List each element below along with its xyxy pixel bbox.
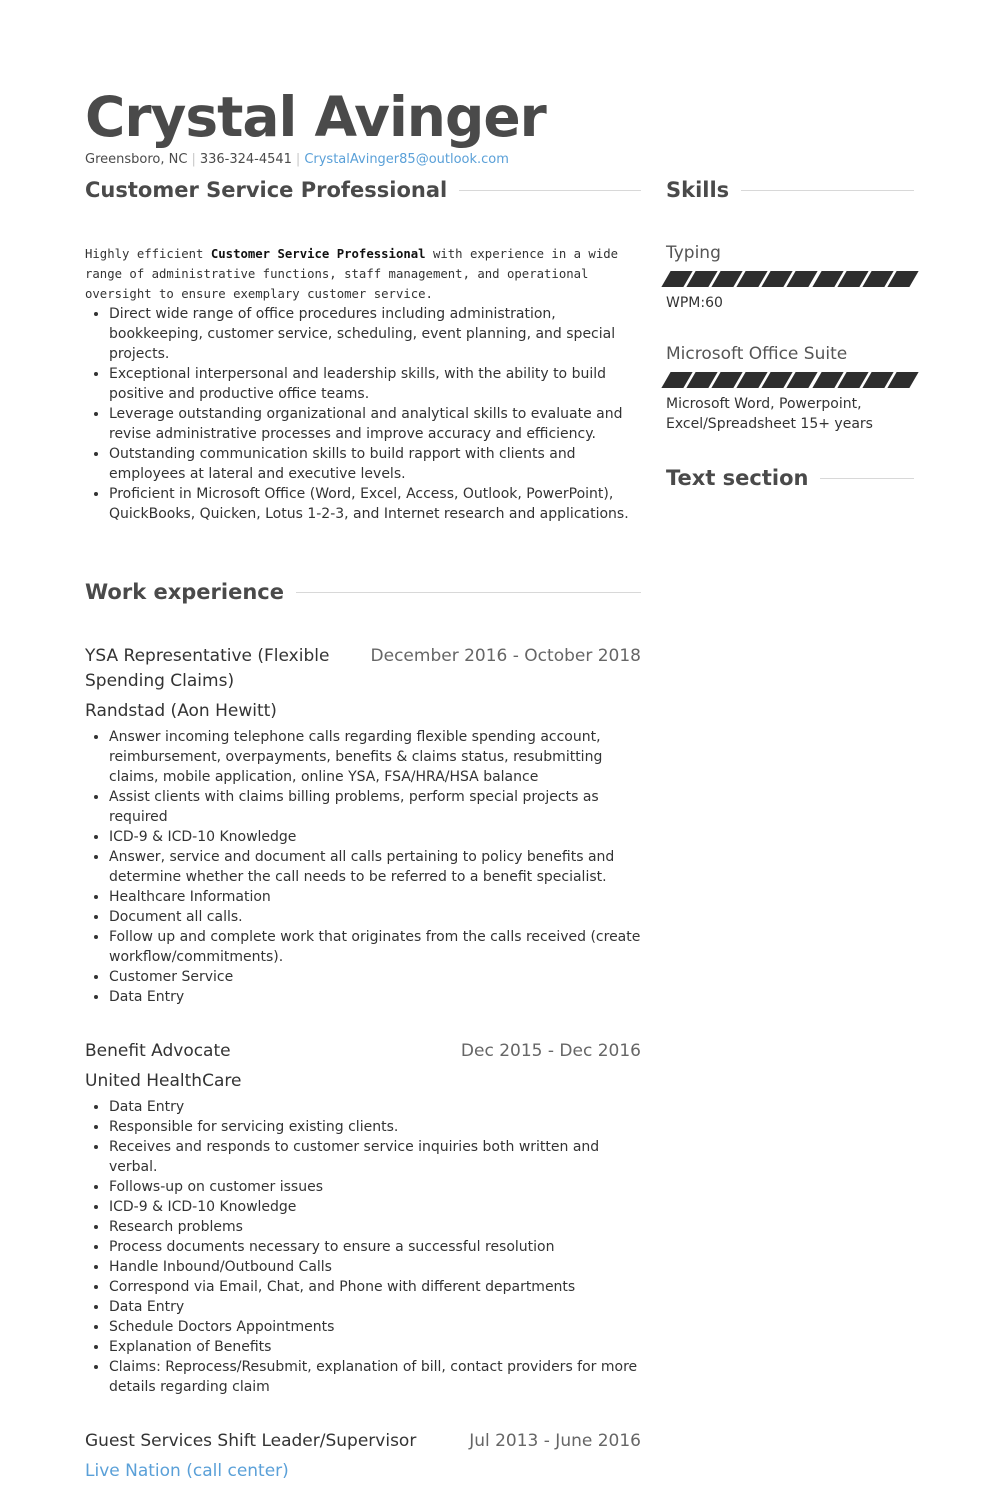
skills-title: Skills <box>666 178 730 202</box>
list-item: • Leverage outstanding organizational and analytical skills to evaluate and revise administrative processes and improve accuracy and efficiency. <box>109 404 641 444</box>
text-section-title: Text section <box>666 466 809 490</box>
summary-title: Customer Service Professional <box>85 178 448 202</box>
list-item: • Direct wide range of office procedures including administration, bookkeeping, customer service, scheduling, event planning, and special projects. <box>109 304 641 364</box>
list-item: • Data Entry <box>109 1297 641 1317</box>
job-header <box>85 1039 641 1064</box>
job-entry <box>85 1429 641 1484</box>
summary-intro-rest: with experience in a wide range of administrative functions, staff management, and operational oversight to ensure exemplary customer service. <box>85 247 619 301</box>
text-section-header <box>666 464 914 492</box>
list-item: • ICD-9 & ICD-10 Knowledge <box>109 1197 641 1217</box>
list-item: • Schedule Doctors Appointments <box>109 1317 641 1337</box>
section-rule <box>459 190 641 191</box>
job-entry <box>85 644 641 1007</box>
list-item: • Proficient in Microsoft Office (Word, Excel, Access, Outlook, PowerPoint), QuickBooks, Quicken, Lotus 1-2-3, and Internet research and applications. <box>109 484 641 524</box>
summary-highlight: Customer Service Professional <box>210 247 426 261</box>
list-item: • Exceptional interpersonal and leadership skills, with the ability to build positive and productive office teams. <box>109 364 641 404</box>
phone: 336-324-4541 <box>199 152 292 167</box>
sidebar-column <box>666 176 914 492</box>
job-title: Benefit Advocate <box>85 1041 231 1061</box>
list-item: • Follow up and complete work that originates from the calls received (create workflow/commitments). <box>109 927 641 967</box>
summary-intro: Highly efficient <box>85 247 211 261</box>
job-bullets <box>85 1097 641 1397</box>
list-item: • Healthcare Information <box>109 887 641 907</box>
job-company: United HealthCare <box>85 1071 242 1091</box>
list-item: • Research problems <box>109 1217 641 1237</box>
list-item: • Document all calls. <box>109 907 641 927</box>
skill-level-bar <box>666 271 914 287</box>
list-item: • Responsible for servicing existing clients. <box>109 1117 641 1137</box>
job-bullets <box>85 727 641 1007</box>
job-header <box>85 1429 641 1454</box>
job-company-link[interactable]: Live Nation (call center) <box>85 1461 289 1481</box>
list-item: • Explanation of Benefits <box>109 1337 641 1357</box>
list-item: • Answer, service and document all calls pertaining to policy benefits and determine whether the call needs to be referred to a benefit specialist. <box>109 847 641 887</box>
section-rule <box>820 478 914 479</box>
list-item: • Answer incoming telephone calls regarding flexible spending account, reimbursement, overpayments, benefits & claims status, resubmitting claims, mobile application, online YSA, FSA/HRA/HSA balance <box>109 727 641 787</box>
list-item: • Process documents necessary to ensure a successful resolution <box>109 1237 641 1257</box>
skills-section-header <box>666 176 914 204</box>
job-title: YSA Representative (Flexible Spending Claims) <box>85 646 330 691</box>
main-column <box>85 176 641 1487</box>
list-item: • ICD-9 & ICD-10 Knowledge <box>109 827 641 847</box>
job-dates: Dec 2015 - Dec 2016 <box>460 1041 641 1061</box>
list-item: • Data Entry <box>109 1097 641 1117</box>
work-title: Work experience <box>85 580 284 604</box>
list-item: • Data Entry <box>109 987 641 1007</box>
list-item: • Handle Inbound/Outbound Calls <box>109 1257 641 1277</box>
summary-section-header <box>85 176 641 204</box>
skill-description: WPM:60 <box>666 295 723 311</box>
location: Greensboro, NC <box>85 152 188 167</box>
list-item: • Receives and responds to customer service inquiries both written and verbal. <box>109 1137 641 1177</box>
list-item: • Outstanding communication skills to build rapport with clients and employees at lateral and executive levels. <box>109 444 641 484</box>
candidate-name: Crystal Avinger <box>85 85 546 149</box>
section-rule <box>741 190 914 191</box>
summary-bullets <box>85 304 641 524</box>
list-item: • Customer Service <box>109 967 641 987</box>
skill-name: Microsoft Office Suite <box>666 344 848 364</box>
list-item: • Assist clients with claims billing problems, perform special projects as required <box>109 787 641 827</box>
divider: | <box>295 152 301 167</box>
divider: | <box>191 152 196 167</box>
section-rule <box>296 592 641 593</box>
list-item: • Follows-up on customer issues <box>109 1177 641 1197</box>
contact-line <box>85 152 509 167</box>
summary-text <box>85 244 641 304</box>
list-item: • Correspond via Email, Chat, and Phone with different departments <box>109 1277 641 1297</box>
skill-entry <box>666 343 914 434</box>
skill-name: Typing <box>666 243 721 263</box>
work-section-header <box>85 578 641 606</box>
job-dates: December 2016 - October 2018 <box>370 646 641 666</box>
skill-description: Microsoft Word, Powerpoint, Excel/Spreadsheet 15+ years <box>666 396 873 432</box>
skill-entry <box>666 242 914 313</box>
job-title: Guest Services Shift Leader/Supervisor <box>85 1431 417 1451</box>
job-dates: Jul 2013 - June 2016 <box>469 1431 641 1451</box>
job-entry <box>85 1039 641 1397</box>
job-company: Randstad (Aon Hewitt) <box>85 701 277 721</box>
skill-level-bar <box>666 372 914 388</box>
job-header <box>85 644 641 694</box>
list-item: • Claims: Reprocess/Resubmit, explanation of bill, contact providers for more details regarding claim <box>109 1357 641 1397</box>
email-link[interactable]: CrystalAvinger85@outlook.com <box>304 152 509 167</box>
